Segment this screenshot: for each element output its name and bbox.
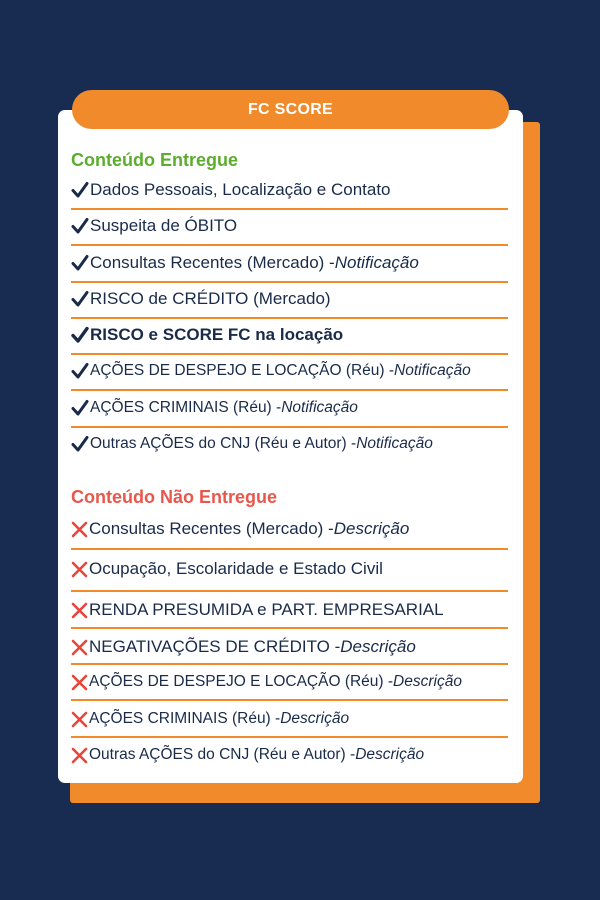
not-delivered-item: AÇÕES CRIMINAIS (Réu) - Descrição [71, 709, 508, 729]
not-delivered-item: AÇÕES DE DESPEJO E LOCAÇÃO (Réu) - Descrição [71, 672, 508, 692]
delivered-item: Consultas Recentes (Mercado) - Notificação [71, 253, 508, 273]
check-icon [71, 290, 89, 308]
check-icon [71, 435, 89, 453]
not-delivered-item: Outras AÇÕES do CNJ (Réu e Autor) - Descrição [71, 745, 508, 765]
divider [71, 317, 508, 319]
divider [71, 281, 508, 283]
cross-icon [71, 674, 88, 691]
divider [71, 426, 508, 428]
not-delivered-item: Consultas Recentes (Mercado) - Descrição [71, 519, 508, 539]
divider [71, 208, 508, 210]
divider [71, 353, 508, 355]
divider [71, 627, 508, 629]
cross-icon [71, 639, 88, 656]
page-title: FC SCORE [72, 90, 509, 129]
check-icon [71, 181, 89, 199]
check-icon [71, 399, 89, 417]
cross-icon [71, 561, 88, 578]
divider [71, 244, 508, 246]
divider [71, 699, 508, 701]
delivered-section-title: Conteúdo Entregue [71, 150, 238, 170]
check-icon [71, 362, 89, 380]
divider [71, 590, 508, 592]
divider [71, 736, 508, 738]
cross-icon [71, 711, 88, 728]
check-icon [71, 217, 89, 235]
delivered-item: RISCO de CRÉDITO (Mercado) [71, 289, 508, 309]
cross-icon [71, 521, 88, 538]
check-icon [71, 326, 89, 344]
divider [71, 663, 508, 665]
check-icon [71, 254, 89, 272]
delivered-item: AÇÕES DE DESPEJO E LOCAÇÃO (Réu) - Notificação [71, 361, 508, 381]
not-delivered-item: RENDA PRESUMIDA e PART. EMPRESARIAL [71, 600, 508, 620]
not-delivered-item: Ocupação, Escolaridade e Estado Civil [71, 559, 508, 579]
cross-icon [71, 602, 88, 619]
delivered-item: AÇÕES CRIMINAIS (Réu) - Notificação [71, 398, 508, 418]
delivered-item: Dados Pessoais, Localização e Contato [71, 180, 508, 200]
not-delivered-item: NEGATIVAÇÕES DE CRÉDITO - Descrição [71, 637, 508, 657]
delivered-item: Outras AÇÕES do CNJ (Réu e Autor) - Notificação [71, 434, 508, 454]
delivered-item: Suspeita de ÓBITO [71, 216, 508, 236]
divider [71, 389, 508, 391]
cross-icon [71, 747, 88, 764]
divider [71, 548, 508, 550]
not-delivered-section-title: Conteúdo Não Entregue [71, 487, 277, 507]
delivered-item-highlight: RISCO e SCORE FC na locação [71, 325, 508, 345]
